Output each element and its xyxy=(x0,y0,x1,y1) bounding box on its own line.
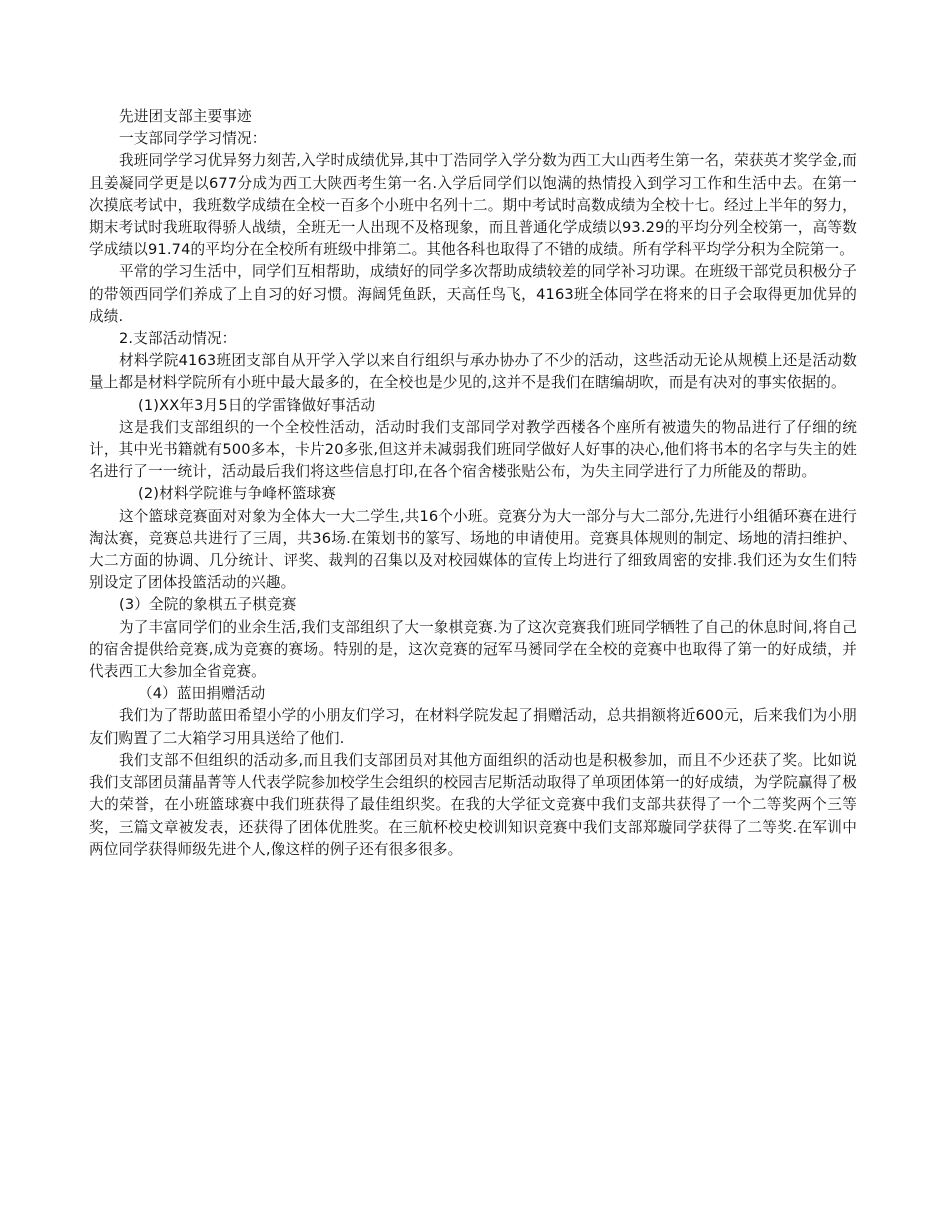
paragraph-awards: 我们支部不但组织的活动多,而且我们支部团员对其他方面组织的活动也是积极参加，而且不少还获了奖。比如说我们支部团员蒲晶菁等人代表学院参加校学生会组织的校园吉尼斯活动取得了单项团体第一的好成绩，为学院赢得了极大的荣誉，在小班篮球赛中我们班获得了最佳组织奖。在我的大学征文竞赛中我们支部共获得了一个二等奖两个三等奖，三篇文章被发表，还获得了团体优胜奖。在三航杯校史校训知识竞赛中我们支部郑璇同学获得了二等奖.在军训中两位同学获得师级先进个人,像这样的例子还有很多很多。 xyxy=(89,751,857,858)
paragraph-chess: 为了丰富同学们的业余生活,我们支部组织了大一象棋竞赛.为了这次竞赛我们班同学牺牲了自己的休息时间,将自己的宿舍提供给竞赛,成为竞赛的赛场。特别的是，这次竞赛的冠军马赟同学在全校的竞赛中也取得了第一的好成绩，并代表西工大参加全省竞赛。 xyxy=(89,618,857,681)
activity-heading-chess: (3）全院的象棋五子棋竞赛 xyxy=(119,596,297,614)
activity-heading-donation: （4）蓝田捐赠活动 xyxy=(138,685,266,703)
paragraph-mutual-help: 平常的学习生活中，同学们互相帮助，成绩好的同学多次帮助成绩较差的同学补习功课。在班级干部党员积极分子的带领西同学们养成了上自习的好习惯。海阔凭鱼跃，天高任鸟飞，4163班全体同学在将来的日子会取得更加优异的成绩. xyxy=(89,263,857,325)
paragraph-lei-feng: 这是我们支部组织的一个全校性活动，活动时我们支部同学对教学西楼各个座所有被遗失的物品进行了仔细的统计，其中光书籍就有500多本，卡片20多张,但这并未减弱我们班同学做好人好事的决心,他们将书本的名字与失主的姓名进行了一一统计，活动最后我们将这些信息打印,在各个宿舍楼张贴公布，为失主同学进行了力所能及的帮助。 xyxy=(89,418,857,481)
paragraph-activities-overview: 材料学院4163班团支部自从开学入学以来自行组织与承办协办了不少的活动，这些活动无论从规模上还是活动数量上都是材料学院所有小班中最大最多的，在全校也是少见的,这并不是我们在瞎编胡吹，而是有决对的事实依据的。 xyxy=(89,352,857,392)
paragraph-study-results: 我班同学学习优异努力刻苦,入学时成绩优异,其中丁浩同学入学分数为西工大山西考生第一名，荣获英才奖学金,而且姜凝同学更是以677分成为西工大陕西考生第一名.入学后同学们以饱满的热情投入到学习工作和生活中去。在第一次摸底考试中，我班数学成绩在全校一百多个小班中名列十二。期中考试时高数成绩为全校十七。经过上半年的努力，期末考试时我班取得骄人战绩，全班无一人出现不及格现象，而且普通化学成绩以93.29的平均分列全校第一，高等数学成绩以91.74的平均分在全校所有班级中排第二。其他各科也取得了不错的成绩。所有学科平均学分积为全院第一。 xyxy=(89,152,857,259)
document-title: 先进团支部主要事迹 xyxy=(119,108,252,125)
paragraph-donation: 我们为了帮助蓝田希望小学的小朋友们学习，在材料学院发起了捐赠活动，总共捐额将近600元，后来我们为小朋友们购置了二大箱学习用具送给了他们. xyxy=(89,707,857,747)
paragraph-basketball: 这个篮球竞赛面对对象为全体大一大二学生,共16个小班。竞赛分为大一部分与大二部分,先进行小组循环赛在进行淘汰赛，竞赛总共进行了三周，共36场.在策划书的篆写、场地的申请使用。竞赛具体规则的制定、场地的清扫维护、大二方面的协调、几分统计、评奖、裁判的召集以及对校园媒体的宣传上均进行了细致周密的安排.我们还为女生们特别设定了团体投篮活动的兴趣。 xyxy=(89,507,857,592)
section-heading-activities: 2.支部活动情况： xyxy=(119,330,237,348)
activity-heading-basketball: (2)材料学院谁与争峰杯篮球赛 xyxy=(138,485,337,503)
document-body xyxy=(89,106,857,861)
section-heading-study: 一支部同学学习情况： xyxy=(119,130,267,148)
activity-heading-lei-feng: (1)XX年3月5日的学雷锋做好事活动 xyxy=(138,396,376,414)
